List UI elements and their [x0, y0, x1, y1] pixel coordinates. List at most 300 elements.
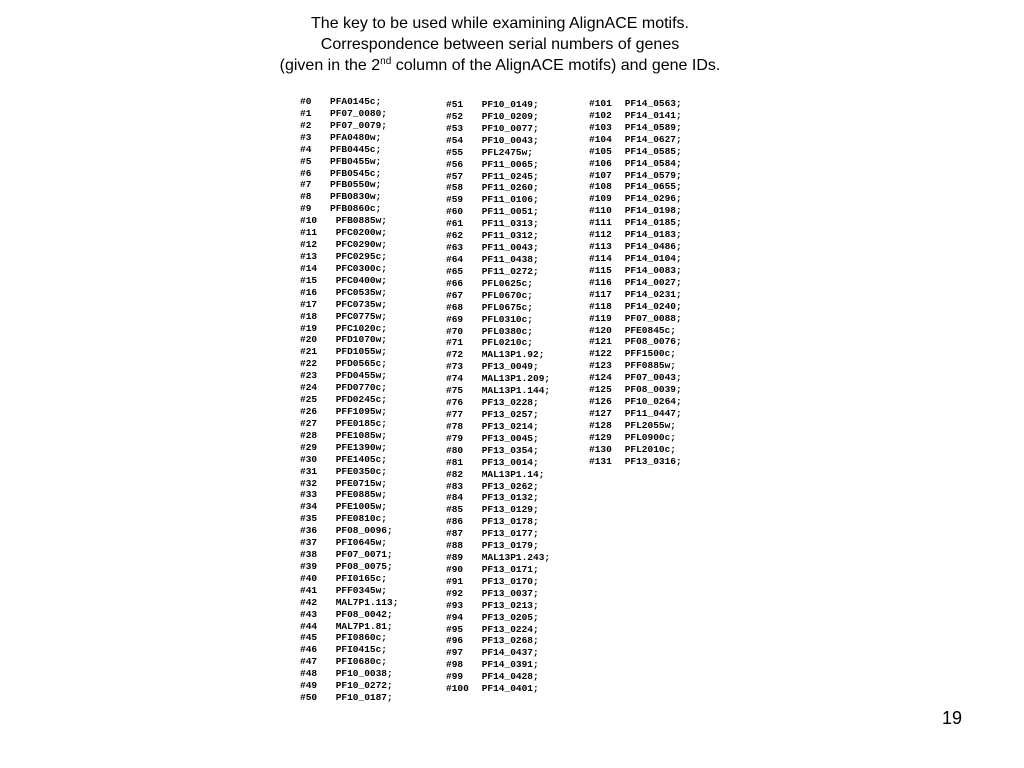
- gene-list-entry: [446, 397, 550, 409]
- gene-id: PFC0290w;: [330, 239, 388, 251]
- gene-list-entry: [300, 287, 398, 299]
- serial-number: #111: [589, 217, 612, 229]
- serial-number: #72: [446, 349, 464, 361]
- gene-list-entry: [300, 549, 398, 561]
- gene-list-entry: [446, 278, 550, 290]
- serial-number: #0: [300, 96, 312, 107]
- gene-id: PF14_0083;: [619, 264, 682, 276]
- serial-number: #1: [300, 107, 312, 119]
- serial-number: #49: [300, 680, 318, 692]
- gene-id: PF11_0312;: [476, 230, 539, 242]
- title-line-1: The key to be used while examining AlignACE motifs.: [311, 15, 689, 32]
- gene-list-entry: [589, 98, 682, 110]
- gene-list-entry: [300, 108, 398, 120]
- gene-list-entry: [446, 492, 550, 504]
- gene-list-entry: [446, 302, 550, 314]
- gene-id: PFB0550w;: [330, 179, 382, 191]
- gene-id: PFD0455w;: [330, 370, 388, 382]
- gene-id: PFE0885w;: [330, 489, 388, 501]
- gene-list-entry: [446, 123, 550, 135]
- gene-id: PF13_0213;: [476, 599, 539, 611]
- gene-list-entry: [300, 585, 398, 597]
- serial-number: #51: [446, 99, 464, 110]
- gene-list-entry: [300, 144, 398, 156]
- serial-number: #59: [446, 194, 464, 206]
- title-superscript: nd: [380, 56, 392, 67]
- serial-number: #63: [446, 242, 464, 254]
- gene-list-entry: [300, 454, 398, 466]
- serial-number: #27: [300, 417, 318, 429]
- serial-number: #23: [300, 370, 318, 382]
- gene-list-entry: [589, 181, 682, 193]
- serial-number: #85: [446, 504, 464, 516]
- gene-list-entry: [446, 182, 550, 194]
- gene-list-entry: [446, 206, 550, 218]
- gene-id: PF14_0231;: [619, 288, 682, 300]
- serial-number: #79: [446, 432, 464, 444]
- serial-number: #97: [446, 647, 464, 659]
- gene-id: PFI0680c;: [330, 656, 388, 668]
- gene-id: PF08_0075;: [330, 560, 393, 572]
- title-line-3-end: column of the AlignACE motifs) and gene IDs.: [391, 57, 721, 74]
- gene-list-entry: [300, 346, 398, 358]
- gene-id: PF14_0589;: [619, 121, 682, 133]
- gene-id: PFF1500c;: [619, 348, 677, 360]
- serial-number: #3: [300, 131, 312, 143]
- gene-list-entry: [300, 644, 398, 656]
- serial-number: #17: [300, 298, 318, 310]
- page-number: 19: [941, 708, 962, 728]
- serial-number: #14: [300, 262, 318, 274]
- serial-number: #106: [589, 157, 612, 169]
- gene-list-entry: [446, 469, 550, 481]
- gene-id: PFB0545c;: [330, 167, 382, 179]
- serial-number: #48: [300, 668, 318, 680]
- gene-id: PF13_0224;: [476, 623, 539, 635]
- gene-list-entry: [300, 656, 398, 668]
- gene-id: PF13_0268;: [476, 635, 539, 647]
- serial-number: #69: [446, 313, 464, 325]
- gene-id: PFE0715w;: [330, 477, 388, 489]
- gene-list-entry: [446, 612, 550, 624]
- gene-list-entry: [446, 254, 550, 266]
- serial-number: #32: [300, 477, 318, 489]
- gene-id: PF14_0240;: [619, 300, 682, 312]
- gene-id: PFL2010c;: [619, 443, 677, 455]
- serial-number: #82: [446, 468, 464, 480]
- serial-number: #44: [300, 620, 318, 632]
- serial-number: #122: [589, 348, 612, 360]
- serial-number: #87: [446, 528, 464, 540]
- gene-id: PF11_0245;: [476, 170, 539, 182]
- gene-id: PF11_0260;: [476, 182, 539, 194]
- serial-number: #90: [446, 563, 464, 575]
- title-line-2: Correspondence between serial numbers of genes: [320, 36, 680, 53]
- gene-id: PF13_0354;: [476, 444, 539, 456]
- serial-number: #58: [446, 182, 464, 194]
- gene-list-entry: [446, 564, 550, 576]
- gene-id: PFB0885w;: [330, 215, 388, 227]
- serial-number: #65: [446, 265, 464, 277]
- gene-list-entry: [300, 668, 398, 680]
- serial-number: #57: [446, 170, 464, 182]
- serial-number: #36: [300, 525, 318, 537]
- gene-list-entry: [589, 265, 682, 277]
- gene-id: PF07_0088;: [619, 312, 682, 324]
- gene-list-entry: [446, 349, 550, 361]
- gene-list-entry: [446, 135, 550, 147]
- gene-list-entry: [446, 326, 550, 338]
- serial-number: #102: [589, 109, 612, 121]
- gene-list-entry: [300, 311, 398, 323]
- gene-id: PFL0625c;: [476, 277, 534, 289]
- gene-list-entry: [446, 683, 550, 695]
- serial-number: #127: [589, 407, 612, 419]
- gene-id: PF14_0584;: [619, 157, 682, 169]
- gene-id: PF11_0272;: [476, 265, 539, 277]
- gene-id: PF13_0257;: [476, 408, 539, 420]
- gene-list-entry: [446, 481, 550, 493]
- gene-id: PFE0185c;: [330, 417, 388, 429]
- serial-number: #62: [446, 230, 464, 242]
- gene-list-entry: [300, 430, 398, 442]
- gene-id: PFL2055w;: [619, 419, 677, 431]
- gene-id: PF13_0014;: [476, 456, 539, 468]
- gene-list-entry: [589, 384, 682, 396]
- gene-id: PF13_0049;: [476, 361, 539, 373]
- serial-number: #38: [300, 549, 318, 561]
- gene-id: PFE1405c;: [330, 453, 388, 465]
- gene-id: PF08_0039;: [619, 384, 682, 396]
- gene-id: PF11_0438;: [476, 253, 539, 265]
- serial-number: #6: [300, 167, 312, 179]
- gene-id: PF13_0171;: [476, 563, 539, 575]
- gene-id: PFL2475w;: [476, 146, 534, 158]
- gene-list-entry: [446, 314, 550, 326]
- serial-number: #109: [589, 193, 612, 205]
- gene-id: PF08_0042;: [330, 608, 393, 620]
- serial-number: #124: [589, 372, 612, 384]
- serial-number: #10: [300, 215, 318, 227]
- gene-id: PFE0810c;: [330, 513, 388, 525]
- gene-list-entry: [446, 433, 550, 445]
- gene-id: PF14_0391;: [476, 659, 539, 671]
- gene-list-entry: [589, 348, 682, 360]
- serial-number: #13: [300, 250, 318, 262]
- serial-number: #64: [446, 253, 464, 265]
- serial-number: #55: [446, 146, 464, 158]
- serial-number: #2: [300, 119, 312, 131]
- serial-number: #8: [300, 191, 312, 203]
- gene-id: PF11_0065;: [476, 158, 539, 170]
- gene-id: PF14_0486;: [619, 241, 682, 253]
- gene-id: MAL13P1.209;: [476, 373, 551, 385]
- gene-id: PF10_0272;: [330, 680, 393, 692]
- gene-id: PFF0345w;: [330, 584, 388, 596]
- serial-number: #28: [300, 429, 318, 441]
- gene-list-entry: [300, 215, 398, 227]
- serial-number: #92: [446, 587, 464, 599]
- gene-list-entry: [589, 253, 682, 265]
- serial-number: #105: [589, 145, 612, 157]
- gene-list-entry: [446, 242, 550, 254]
- gene-list-entry: [589, 325, 682, 337]
- serial-number: #125: [589, 384, 612, 396]
- gene-list-entry: [589, 432, 682, 444]
- gene-list-entry: [446, 528, 550, 540]
- serial-number: #66: [446, 277, 464, 289]
- gene-list-entry: [446, 147, 550, 159]
- gene-id: PF13_0045;: [476, 432, 539, 444]
- gene-id: PF10_0043;: [476, 134, 539, 146]
- serial-number: #29: [300, 441, 318, 453]
- gene-id: PF14_0104;: [619, 252, 682, 264]
- serial-number: #16: [300, 286, 318, 298]
- gene-list-entry: [300, 573, 398, 585]
- slide-title: [0, 13, 1000, 76]
- serial-number: #107: [589, 169, 612, 181]
- gene-id: MAL7P1.113;: [330, 596, 399, 608]
- gene-list-entry: [446, 194, 550, 206]
- gene-id: PF14_0198;: [619, 205, 682, 217]
- serial-number: #47: [300, 656, 318, 668]
- serial-number: #76: [446, 397, 464, 409]
- gene-id: PF13_0037;: [476, 587, 539, 599]
- serial-number: #103: [589, 121, 612, 133]
- gene-list-entry: [589, 193, 682, 205]
- gene-list-entry: [589, 420, 682, 432]
- serial-number: #56: [446, 158, 464, 170]
- gene-list-entry: [446, 457, 550, 469]
- serial-number: #4: [300, 143, 312, 155]
- gene-id: PFB0455w;: [330, 155, 382, 167]
- serial-number: #24: [300, 382, 318, 394]
- gene-id: PFD1055w;: [330, 346, 388, 358]
- gene-list-entry: [300, 179, 398, 191]
- serial-number: #41: [300, 584, 318, 596]
- serial-number: #104: [589, 133, 612, 145]
- gene-list-entry: [300, 191, 398, 203]
- serial-number: #78: [446, 420, 464, 432]
- gene-id: PFB0830w;: [330, 191, 382, 203]
- gene-id: MAL13P1.243;: [476, 552, 551, 564]
- serial-number: #18: [300, 310, 318, 322]
- serial-number: #131: [589, 455, 612, 467]
- title-line-3-start: (given in the 2: [279, 57, 381, 74]
- gene-list-entry: [589, 277, 682, 289]
- serial-number: #22: [300, 358, 318, 370]
- serial-number: #86: [446, 516, 464, 528]
- serial-number: #83: [446, 480, 464, 492]
- gene-list-entry: [446, 409, 550, 421]
- gene-list-entry: [589, 313, 682, 325]
- serial-number: #35: [300, 513, 318, 525]
- gene-id: PFD1070w;: [330, 334, 388, 346]
- serial-number: #81: [446, 456, 464, 468]
- gene-id: PFC0535w;: [330, 286, 388, 298]
- gene-list-entry: [300, 168, 398, 180]
- serial-number: #12: [300, 239, 318, 251]
- gene-id: PF14_0428;: [476, 671, 539, 683]
- gene-list-entry: [446, 588, 550, 600]
- gene-id: PFA0145c;: [330, 96, 382, 107]
- gene-list-entry: [300, 537, 398, 549]
- gene-list-entry: [589, 444, 682, 456]
- gene-list-entry: [446, 171, 550, 183]
- gene-id: PF14_0183;: [619, 229, 682, 241]
- gene-id: PFI0645w;: [330, 537, 388, 549]
- gene-list-entry: [300, 203, 398, 215]
- gene-id: PF14_0437;: [476, 647, 539, 659]
- gene-id: PFI0165c;: [330, 572, 388, 584]
- serial-number: #33: [300, 489, 318, 501]
- gene-list-entry: [446, 647, 550, 659]
- gene-list-entry: [446, 445, 550, 457]
- serial-number: #71: [446, 337, 464, 349]
- gene-id: PFF1095w;: [330, 405, 388, 417]
- gene-list-entry: [446, 600, 550, 612]
- gene-list-entry: [446, 385, 550, 397]
- gene-id: PF13_0177;: [476, 528, 539, 540]
- gene-id: PF10_0077;: [476, 122, 539, 134]
- serial-number: #15: [300, 274, 318, 286]
- gene-list-entry: [446, 516, 550, 528]
- gene-list-entry: [300, 501, 398, 513]
- serial-number: #95: [446, 623, 464, 635]
- serial-number: #128: [589, 419, 612, 431]
- serial-number: #119: [589, 312, 612, 324]
- serial-number: #130: [589, 443, 612, 455]
- gene-list-entry: [589, 360, 682, 372]
- gene-id: PF13_0316;: [619, 455, 682, 467]
- gene-id: MAL7P1.81;: [330, 620, 393, 632]
- serial-number: #70: [446, 325, 464, 337]
- serial-number: #94: [446, 611, 464, 623]
- gene-list-entry: [589, 336, 682, 348]
- gene-list-entry: [589, 122, 682, 134]
- gene-id: PF07_0071;: [330, 549, 393, 561]
- gene-id: PF13_0178;: [476, 516, 539, 528]
- gene-list-entry: [300, 251, 398, 263]
- gene-list-entry: [589, 170, 682, 182]
- title-line-3: [0, 55, 1000, 76]
- serial-number: #31: [300, 465, 318, 477]
- serial-number: #25: [300, 394, 318, 406]
- serial-number: #37: [300, 537, 318, 549]
- gene-id: PF14_0141;: [619, 109, 682, 121]
- serial-number: #21: [300, 346, 318, 358]
- serial-number: #26: [300, 405, 318, 417]
- gene-id: PF13_0205;: [476, 611, 539, 623]
- gene-id: PFL0310c;: [476, 313, 534, 325]
- gene-id: PF10_0209;: [476, 110, 539, 122]
- gene-list-entry: [300, 621, 398, 633]
- serial-number: #53: [446, 122, 464, 134]
- serial-number: #114: [589, 252, 612, 264]
- gene-id: PF13_0214;: [476, 420, 539, 432]
- serial-number: #80: [446, 444, 464, 456]
- serial-number: #5: [300, 155, 312, 167]
- gene-list-entry: [300, 358, 398, 370]
- serial-number: #45: [300, 632, 318, 644]
- gene-id: PF10_0038;: [330, 668, 393, 680]
- gene-list-entry: [300, 299, 398, 311]
- gene-list-entry: [446, 230, 550, 242]
- gene-list-entry: [300, 323, 398, 335]
- serial-number: #40: [300, 572, 318, 584]
- gene-list-entry: [300, 382, 398, 394]
- gene-id: PF14_0027;: [619, 276, 682, 288]
- gene-list-entry: [589, 396, 682, 408]
- serial-number: #61: [446, 218, 464, 230]
- gene-id: PFL0675c;: [476, 301, 534, 313]
- gene-id: PF13_0179;: [476, 540, 539, 552]
- gene-id: PF14_0579;: [619, 169, 682, 181]
- serial-number: #46: [300, 644, 318, 656]
- gene-id: PFE1390w;: [330, 441, 388, 453]
- gene-list-entry: [300, 227, 398, 239]
- gene-id: PF13_0228;: [476, 397, 539, 409]
- gene-list-entry: [589, 229, 682, 241]
- gene-list-entry: [589, 408, 682, 420]
- gene-list-entry: [446, 337, 550, 349]
- gene-list-entry: [300, 489, 398, 501]
- serial-number: #129: [589, 431, 612, 443]
- serial-number: #89: [446, 552, 464, 564]
- gene-id: PF14_0185;: [619, 217, 682, 229]
- gene-id: PF11_0106;: [476, 194, 539, 206]
- gene-id: PFI0415c;: [330, 644, 388, 656]
- gene-list-entry: [300, 96, 398, 108]
- serial-number: #99: [446, 671, 464, 683]
- gene-id: PF11_0051;: [476, 206, 539, 218]
- gene-list-entry: [446, 290, 550, 302]
- serial-number: #93: [446, 599, 464, 611]
- gene-id: PFC0300c;: [330, 262, 388, 274]
- gene-id: MAL13P1.92;: [476, 349, 545, 361]
- gene-id: PFE1085w;: [330, 429, 388, 441]
- serial-number: #112: [589, 229, 612, 241]
- gene-list-entry: [300, 632, 398, 644]
- gene-id: PF10_0187;: [330, 692, 393, 704]
- gene-list-entry: [446, 373, 550, 385]
- gene-id: PFL0900c;: [619, 431, 677, 443]
- gene-id: PF13_0132;: [476, 492, 539, 504]
- gene-id: PFC0735w;: [330, 298, 388, 310]
- serial-number: #30: [300, 453, 318, 465]
- gene-list-entry: [300, 597, 398, 609]
- gene-id: PFF0885w;: [619, 360, 677, 372]
- gene-id: PFL0670c;: [476, 289, 534, 301]
- gene-id: PF11_0043;: [476, 242, 539, 254]
- gene-id: PFB0445c;: [330, 143, 382, 155]
- gene-list-column-3: [589, 98, 682, 468]
- gene-list-entry: [589, 146, 682, 158]
- serial-number: #84: [446, 492, 464, 504]
- gene-list-entry: [589, 372, 682, 384]
- serial-number: #88: [446, 540, 464, 552]
- gene-list-entry: [300, 561, 398, 573]
- gene-list-entry: [300, 442, 398, 454]
- gene-id: PF13_0170;: [476, 575, 539, 587]
- gene-list-entry: [300, 466, 398, 478]
- serial-number: #50: [300, 692, 318, 704]
- gene-id: PF14_0401;: [476, 683, 539, 695]
- gene-list-column-2: [446, 99, 550, 695]
- gene-id: PFI0860c;: [330, 632, 388, 644]
- gene-id: PF08_0076;: [619, 336, 682, 348]
- gene-list-entry: [589, 289, 682, 301]
